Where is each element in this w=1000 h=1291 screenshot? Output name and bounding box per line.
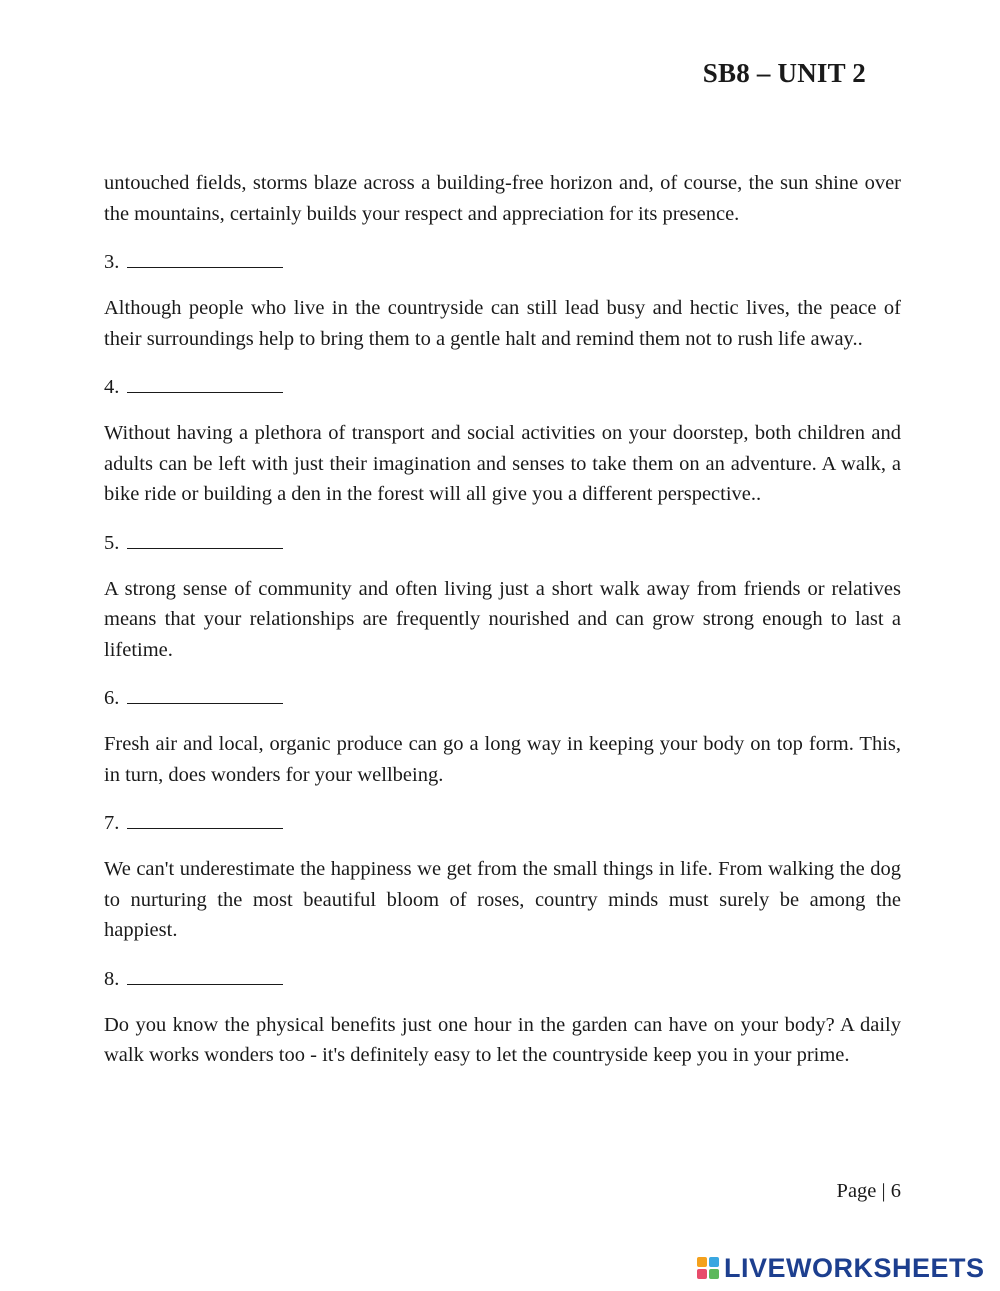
answer-blank-5[interactable] — [127, 526, 283, 549]
brand-squares-icon — [697, 1257, 719, 1279]
paragraph-7: We can't underestimate the happiness we get from the small things in life. From walking the dog to nurturing the most beautiful bloom of roses, country minds must surely be among the happiest. — [104, 858, 901, 941]
answer-blank-4[interactable] — [127, 370, 283, 393]
logo-square — [697, 1269, 707, 1279]
paragraph-8: Do you know the physical benefits just one hour in the garden can have on your body? A daily walk works wonders too - it's definitely easy to let the countryside keep you in your prime. — [104, 1013, 901, 1066]
paragraph-4: Without having a plethora of transport and social activities on your doorstep, both children and adults can be left with just their imagination and senses to take them on an adventure. A walk, a bike ride or building a den in the forest will all give you a different perspective.. — [104, 422, 901, 505]
question-8 — [104, 962, 901, 994]
question-number: 5. — [104, 531, 120, 554]
question-number: 3. — [104, 251, 120, 273]
worksheet-body — [104, 168, 901, 1071]
liveworksheets-logo[interactable] — [697, 1253, 985, 1283]
logo-square — [697, 1257, 707, 1267]
answer-blank-3[interactable] — [127, 245, 283, 268]
unit-title: SB8 – UNIT 2 — [702, 58, 866, 88]
paragraph-5: A strong sense of community and often living just a short walk away from friends or relatives means that your relationships are frequently nourished and can grow strong enough to last a lifetime. — [104, 577, 901, 661]
question-4 — [104, 370, 901, 402]
question-3 — [104, 245, 901, 277]
brand-name: LIVEWORKSHEETS — [724, 1253, 985, 1283]
question-number: 7. — [104, 812, 120, 834]
question-number: 8. — [104, 967, 120, 990]
question-number: 6. — [104, 687, 120, 709]
logo-square — [709, 1269, 719, 1279]
question-5 — [104, 526, 901, 558]
answer-blank-8[interactable] — [127, 962, 283, 985]
answer-blank-6[interactable] — [127, 681, 283, 704]
paragraph-6: Fresh air and local, organic produce can go a long way in keeping your body on top form. This, in turn, does wonders for your wellbeing. — [104, 733, 901, 786]
answer-blank-7[interactable] — [127, 806, 283, 829]
question-6 — [104, 681, 901, 713]
question-number: 4. — [104, 376, 120, 398]
page-number: Page | 6 — [836, 1180, 901, 1202]
paragraph-3: Although people who live in the countryside can still lead busy and hectic lives, the peace of their surroundings help to bring them to a gentle halt and remind them not to rush life away.. — [104, 297, 901, 350]
question-7 — [104, 806, 901, 838]
logo-square — [709, 1257, 719, 1267]
paragraph-intro: untouched fields, storms blaze across a building-free horizon and, of course, the sun shine over the mountains, certainly builds your respect and appreciation for its presence. — [104, 172, 901, 225]
